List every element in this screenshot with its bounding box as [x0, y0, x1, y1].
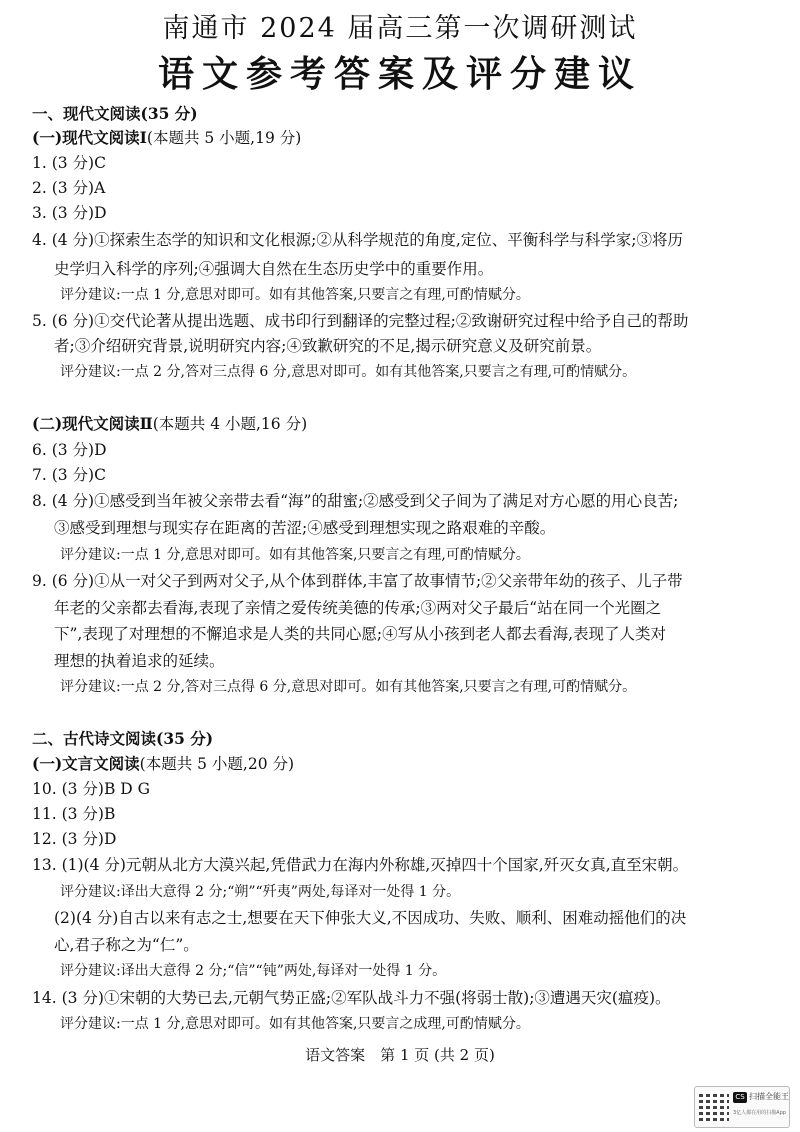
subsection-title: (一)文言文阅读: [32, 754, 140, 773]
subsection-heading: [32, 754, 294, 774]
scoring-note: 评分建议:译出大意得 2 分;“信”“钝”两处,每译对一处得 1 分。: [60, 963, 447, 979]
answer-item: 13. (1)(4 分)元朝从北方大漠兴起,凭借武力在海内外称雄,灭掉四十个国家,歼灭女真,直至宋朝。: [32, 856, 689, 874]
answer-item: 7. (3 分)C: [32, 466, 106, 484]
answer-item: 2. (3 分)A: [32, 179, 106, 197]
subsection-title: (一)现代文阅读Ⅰ: [32, 128, 147, 147]
answer-continuation: 理想的执着追求的延续。: [54, 652, 225, 670]
scoring-note: 评分建议:一点 1 分,意思对即可。如有其他答案,只要言之有理,可酌情赋分。: [60, 287, 530, 303]
subsection-info: (本题共 5 小题,19 分): [146, 129, 302, 147]
answer-continuation: 年老的父亲都去看海,表现了亲情之爱传统美德的传承;③两对父子最后“站在同一个光圈之: [54, 599, 662, 617]
page-footer: 语文答案 第 1 页 (共 2 页): [305, 1046, 495, 1064]
answer-item: 14. (3 分)①宋朝的大势已去,元朝气势正盛;②军队战斗力不强(将弱士散);③遭遇天灾(瘟疫)。: [32, 989, 671, 1007]
answer-item: 6. (3 分)D: [32, 441, 107, 459]
subsection-info: (本题共 4 小题,16 分): [152, 415, 308, 433]
answer-item: 1. (3 分)C: [32, 154, 106, 172]
answer-item: 4. (4 分)①探索生态学的知识和文化根源;②从科学规范的角度,定位、平衡科学与科学家;③将历: [32, 231, 683, 249]
exam-title: 南通市 2024 届高三第一次调研测试: [162, 13, 638, 44]
subsection-title: (二)现代文阅读Ⅱ: [32, 414, 153, 433]
scoring-note: 评分建议:一点 1 分,意思对即可。如有其他答案,只要言之有理,可酌情赋分。: [60, 547, 530, 563]
scanner-watermark: [694, 1086, 790, 1128]
scoring-note: 评分建议:一点 2 分,答对三点得 6 分,意思对即可。如有其他答案,只要言之有理,可酌情赋分。: [60, 679, 637, 695]
answer-continuation: 下”,表现了对理想的不懈追求是人类的共同心愿;④写从小孩到老人都去看海,表现了人类对: [54, 625, 667, 643]
answer-item: 12. (3 分)D: [32, 830, 117, 848]
answer-subitem: (2)(4 分)自古以来有志之士,想要在天下伸张大义,不因成功、失败、顺利、困难动摇他们的决: [54, 909, 687, 927]
answer-item: 11. (3 分)B: [32, 805, 116, 823]
answer-continuation: ③感受到理想与现实存在距离的苦涩;④感受到理想实现之路艰难的辛酸。: [54, 519, 556, 537]
section-heading: 一、现代文阅读(35 分): [32, 104, 198, 123]
answer-item: 5. (6 分)①交代论著从提出选题、成书印行到翻译的完整过程;②致谢研究过程中给予自己的帮助: [32, 312, 689, 330]
answer-item: 8. (4 分)①感受到当年被父亲带去看“海”的甜蜜;②感受到父子间为了满足对方心愿的用心良苦;: [32, 492, 679, 510]
answer-continuation: 史学归入科学的序列;④强调大自然在生态历史学中的重要作用。: [54, 260, 494, 278]
scanner-app-tagline: 3亿人都在用的扫描App: [733, 1110, 786, 1116]
scanner-app-name: 扫描全能王: [749, 1092, 789, 1101]
qr-code-overlay: [699, 1091, 729, 1121]
answer-continuation: 心,君子称之为“仁”。: [54, 936, 199, 954]
section-heading: 二、古代诗文阅读(35 分): [32, 729, 214, 748]
scoring-note: 评分建议:译出大意得 2 分;“朔”“歼夷”两处,每译对一处得 1 分。: [60, 884, 461, 900]
answer-item: 3. (3 分)D: [32, 204, 107, 222]
subsection-info: (本题共 5 小题,20 分): [139, 755, 295, 773]
scanner-logo: CS: [733, 1092, 747, 1103]
subsection-heading: [32, 128, 301, 148]
answer-continuation: 者;③介绍研究背景,说明研究内容;④致歉研究的不足,揭示研究意义及研究前景。: [54, 337, 602, 355]
answer-item: 9. (6 分)①从一对父子到两对父子,从个体到群体,丰富了故事情节;②父亲带年幼的孩子、儿子带: [32, 572, 683, 590]
subsection-heading: [32, 414, 307, 434]
scoring-note: 评分建议:一点 1 分,意思对即可。如有其他答案,只要言之成理,可酌情赋分。: [60, 1016, 530, 1032]
scoring-note: 评分建议:一点 2 分,答对三点得 6 分,意思对即可。如有其他答案,只要言之有理,可酌情赋分。: [60, 364, 637, 380]
answer-item: 10. (3 分)B D G: [32, 780, 151, 798]
document-subtitle: 语文参考答案及评分建议: [157, 53, 642, 95]
